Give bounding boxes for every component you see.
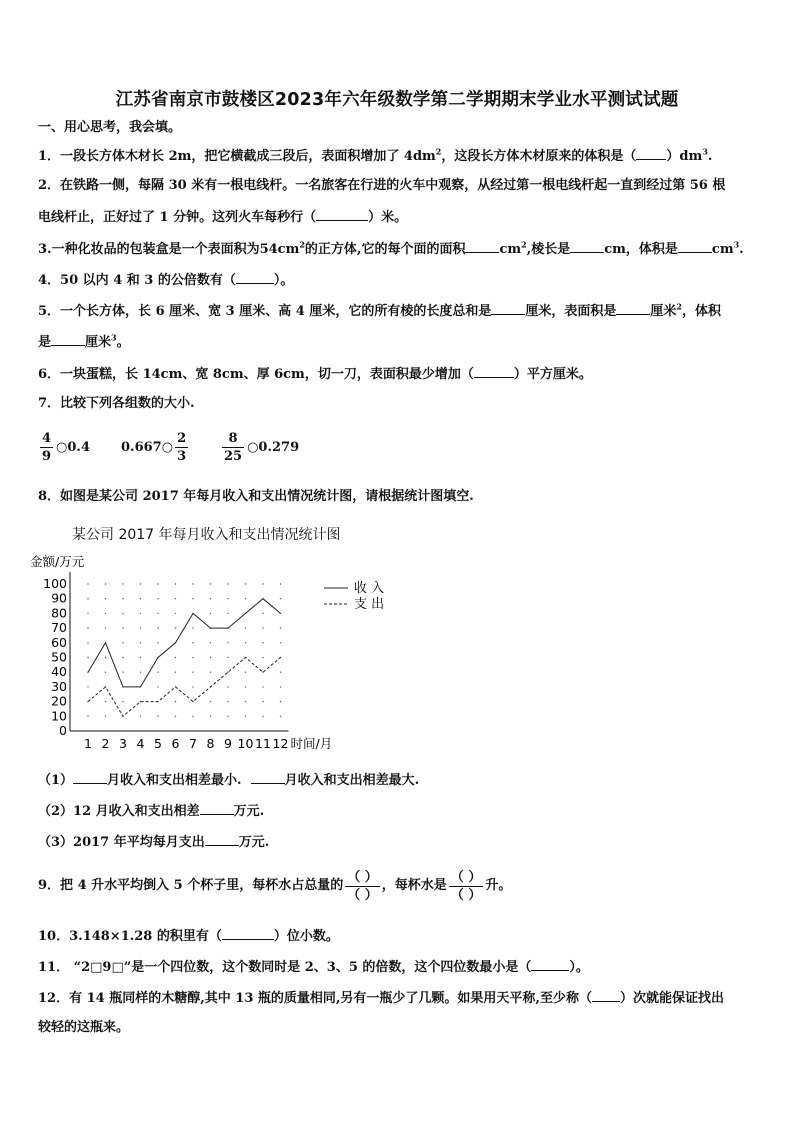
x-tick-label: 1: [84, 736, 92, 751]
grid-dot: [210, 657, 211, 658]
fraction-blank[interactable]: $\frac{( )}{( )}$: [450, 869, 482, 903]
question-5-line1: 5．一个长方体，长 6 厘米、宽 3 厘米、高 4 厘米，它的所有棱的长度总和是 厘米，表面积是 厘米$^2$，体积: [38, 301, 721, 319]
grid-dot: [105, 657, 106, 658]
legend-label: 支 出: [354, 597, 385, 612]
grid-dot: [262, 686, 263, 687]
grid-dot: [210, 642, 211, 643]
grid-dot: [175, 716, 176, 717]
y-tick-label: 50: [51, 649, 67, 665]
grid-dot: [227, 686, 228, 687]
grid-dot: [280, 701, 281, 702]
grid-dot: [87, 657, 88, 658]
grid-dot: [175, 598, 176, 599]
grid-dot: [280, 716, 281, 717]
grid-dot: [175, 657, 176, 658]
grid-dot: [105, 627, 106, 628]
grid-dot: [280, 686, 281, 687]
answer-blank[interactable]: [236, 269, 274, 284]
answer-blank[interactable]: [200, 800, 234, 815]
x-tick-label: 6: [171, 736, 180, 751]
grid-dot: [262, 627, 263, 628]
grid-dot: [192, 583, 193, 584]
answer-blank[interactable]: [316, 206, 368, 221]
grid-dot: [245, 583, 246, 584]
grid-dot: [105, 598, 106, 599]
grid-dot: [87, 686, 88, 687]
chart-title: 某公司 2017 年每月收入和支出情况统计图: [72, 527, 341, 543]
grid-dot: [227, 583, 228, 584]
grid-dot: [175, 613, 176, 614]
grid-dot: [262, 613, 263, 614]
grid-dot: [140, 627, 141, 628]
x-tick-label: 5: [154, 736, 162, 751]
question-2-line1: 2．在铁路一侧，每隔 30 米有一根电线杆。一名旅客在行进的火车中观察，从经过第一根电线杆起一直到经过第 56 根: [38, 178, 726, 193]
grid-dot: [175, 701, 176, 702]
grid-dot: [122, 642, 123, 643]
grid-dot: [280, 672, 281, 673]
question-6: 6．一块蛋糕，长 14cm、宽 8cm、厚 6cm，切一刀，表面积最少增加（ ）平方厘米。: [38, 363, 760, 385]
grid-dot: [245, 642, 246, 643]
grid-dot: [245, 672, 246, 673]
question-12-line1: 12．有 14 瓶同样的木糖醇,其中 13 瓶的质量相同,另有一瓶少了几颗。如果用天平称,至少称（ ）次就能保证找出: [38, 987, 760, 1009]
grid-dot: [175, 583, 176, 584]
grid-dot: [245, 701, 246, 702]
question-9: 9．把 4 升水平均倒入 5 个杯子里，每杯水占总量的 $\frac{( )}{( )}$ ，每杯水是 $\frac{( )}{( )}$ 升。: [38, 869, 512, 903]
grid-dot: [105, 701, 106, 702]
grid-dot: [157, 716, 158, 717]
grid-dot: [140, 613, 141, 614]
answer-blank[interactable]: [251, 769, 285, 784]
grid-dot: [227, 657, 228, 658]
grid-dot: [157, 686, 158, 687]
grid-dot: [122, 657, 123, 658]
grid-dot: [245, 686, 246, 687]
grid-dot: [140, 657, 141, 658]
grid-dot: [280, 583, 281, 584]
question-7: 7．比较下列各组数的大小.: [38, 396, 195, 411]
x-tick-label: 3: [119, 736, 127, 751]
fraction-blank[interactable]: $\frac{( )}{( )}$: [347, 869, 378, 903]
grid-dot: [87, 598, 88, 599]
answer-blank[interactable]: [474, 363, 514, 378]
y-tick-label: 10: [51, 708, 67, 724]
chart-axes: [70, 572, 289, 731]
answer-blank[interactable]: [465, 238, 499, 253]
y-tick-label: 90: [51, 590, 67, 606]
grid-dot: [122, 672, 123, 673]
grid-dot: [157, 627, 158, 628]
grid-dot: [192, 627, 193, 628]
grid-dot: [210, 613, 211, 614]
x-tick-label: 10: [237, 736, 254, 751]
page-title: 江苏省南京市鼓楼区2023年六年级数学第二学期期末学业水平测试试题: [115, 90, 679, 110]
line-chart: [30, 548, 410, 758]
question-10: 10．3.148×1.28 的积里有（ ）位小数。: [38, 925, 760, 947]
question-3: 3.一种化妆品的包装盒是一个表面积为$54cm^2$的正方体,它的每个面的面积 $cm^2$,棱长是 cm，体积是 $cm^3$.: [38, 239, 744, 257]
y-tick-label: 40: [51, 664, 67, 680]
grid-dot: [105, 613, 106, 614]
grid-dot: [157, 672, 158, 673]
grid-dot: [192, 716, 193, 717]
answer-blank[interactable]: [592, 987, 620, 1002]
grid-dot: [227, 701, 228, 702]
grid-dot: [157, 583, 158, 584]
grid-dot: [262, 583, 263, 584]
compare-item-1: $\frac{4}{9}$ ○0.4: [42, 431, 91, 464]
answer-blank[interactable]: [491, 300, 525, 315]
answer-blank[interactable]: [616, 300, 650, 315]
question-8-sub-1: （1） 月收入和支出相差最小. 月收入和支出相差最大.: [38, 769, 760, 791]
y-tick-label: 60: [51, 634, 67, 650]
grid-dot: [227, 613, 228, 614]
grid-dot: [227, 716, 228, 717]
grid-dot: [210, 701, 211, 702]
grid-dot: [280, 627, 281, 628]
grid-dot: [227, 598, 228, 599]
grid-dot: [87, 583, 88, 584]
grid-dot: [157, 598, 158, 599]
grid-dot: [192, 657, 193, 658]
grid-dot: [262, 716, 263, 717]
chart-labels: [30, 554, 332, 751]
chart-legend: [324, 580, 384, 612]
grid-dot: [105, 716, 106, 717]
grid-dot: [105, 583, 106, 584]
y-tick-label: 100: [43, 576, 67, 591]
series-line-expense: [88, 658, 281, 717]
question-4: 4．50 以内 4 和 3 的公倍数有（ ）。: [38, 269, 760, 291]
grid-dot: [192, 686, 193, 687]
answer-blank[interactable]: [222, 925, 274, 940]
x-tick-label: 11: [255, 736, 271, 751]
grid-dot: [157, 642, 158, 643]
answer-blank[interactable]: [678, 238, 712, 253]
question-8-sub-3: （3）2017 年平均每月支出 万元.: [38, 831, 760, 853]
question-11: 11． “2□9□”是一个四位数，这个数同时是 2、3、5 的倍数，这个四位数最小是（ ）。: [38, 956, 760, 978]
grid-dot: [227, 642, 228, 643]
grid-dot: [122, 627, 123, 628]
grid-dot: [245, 598, 246, 599]
grid-dot: [245, 716, 246, 717]
grid-dot: [262, 657, 263, 658]
grid-dot: [122, 701, 123, 702]
grid-dot: [210, 598, 211, 599]
chart-series: [88, 599, 281, 717]
compare-item-2: 0.667○ $\frac{2}{3}$: [121, 431, 187, 464]
grid-dot: [87, 716, 88, 717]
x-axis-label: 时间/月: [290, 736, 333, 751]
question-1: 1．一段长方体木材长 2m，把它横截成三段后，表面积增加了 $4dm^2$，这段长方体木材原来的体积是（ ）$dm^3$.: [38, 146, 713, 164]
answer-blank[interactable]: [531, 956, 569, 971]
compare-item-3: $\frac{8}{25}$ ○0.279: [224, 431, 300, 464]
question-8: 8．如图是某公司 2017 年每月收入和支出情况统计图，请根据统计图填空.: [38, 489, 474, 504]
grid-dot: [122, 598, 123, 599]
answer-blank[interactable]: [73, 769, 107, 784]
grid-dot: [87, 627, 88, 628]
answer-blank[interactable]: [570, 238, 604, 253]
x-tick-label: 2: [101, 736, 110, 751]
x-tick-label: 12: [272, 736, 289, 751]
series-line-income: [88, 599, 281, 687]
grid-dot: [175, 627, 176, 628]
x-tick-label: 7: [189, 736, 197, 751]
question-5-line2: 是 厘米$^3$。: [38, 332, 130, 350]
grid-dot: [192, 598, 193, 599]
y-tick-label: 70: [51, 620, 67, 636]
grid-dot: [210, 583, 211, 584]
y-tick-label: 20: [51, 693, 67, 709]
grid-dot: [262, 701, 263, 702]
answer-blank[interactable]: [636, 145, 666, 160]
y-axis-label: 金额/万元: [30, 554, 85, 569]
grid-dot: [105, 672, 106, 673]
grid-dot: [280, 642, 281, 643]
grid-dot: [192, 642, 193, 643]
grid-dot: [210, 672, 211, 673]
grid-dot: [140, 672, 141, 673]
grid-dot: [122, 613, 123, 614]
grid-dot: [245, 627, 246, 628]
grid-dot: [140, 642, 141, 643]
grid-dot: [175, 672, 176, 673]
legend-label: 收 入: [354, 581, 385, 596]
answer-blank[interactable]: [51, 331, 85, 346]
x-tick-label: 4: [136, 736, 145, 751]
grid-dot: [210, 716, 211, 717]
y-tick-label: 30: [51, 678, 67, 694]
grid-dot: [192, 672, 193, 673]
answer-blank[interactable]: [205, 831, 239, 846]
grid-dot: [87, 613, 88, 614]
x-tick-label: 8: [206, 736, 215, 751]
question-2-line2: 电线杆止，正好过了 1 分钟。这列火车每秒行（ ）米。: [38, 206, 760, 228]
section-heading: 一、用心思考，我会填。: [38, 120, 182, 135]
y-tick-label: 0: [59, 723, 67, 738]
y-tick-label: 80: [51, 605, 67, 621]
grid-dot: [140, 583, 141, 584]
grid-dot: [280, 598, 281, 599]
grid-dot: [122, 583, 123, 584]
question-12-line2: 较轻的这瓶来。: [38, 1020, 130, 1035]
grid-dot: [140, 598, 141, 599]
grid-dot: [157, 613, 158, 614]
grid-dot: [140, 716, 141, 717]
grid-dot: [262, 642, 263, 643]
question-8-sub-2: （2）12 月收入和支出相差 万元.: [38, 800, 760, 822]
chart-grid: [87, 583, 281, 717]
grid-dot: [87, 642, 88, 643]
x-tick-label: 9: [224, 736, 232, 751]
